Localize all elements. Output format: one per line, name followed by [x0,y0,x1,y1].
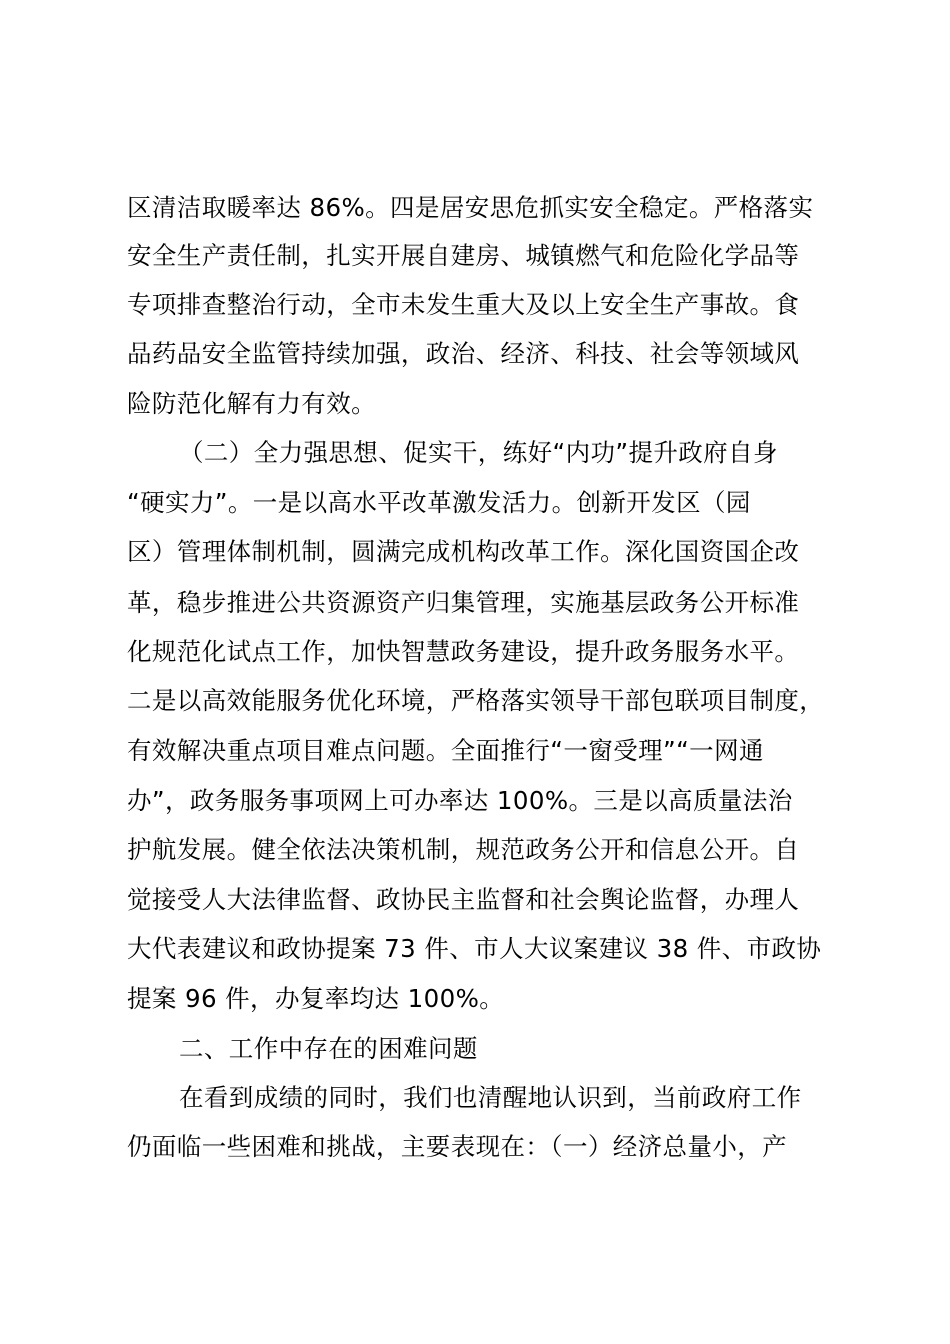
text-line-14: 护航发展。健全依法决策机制，规范政务公开和信息公开。自 [127,835,800,864]
text-line-10: 化规范化试点工作，加快智慧政务建设，提升政务服务水平。 [127,637,800,666]
text-line-20: 仍面临一些困难和挑战，主要表现在：（一）经济总量小，产 [127,1132,788,1161]
text-line-7: “硬实力”。一是以高水平改革激发活力。创新开发区（园 [127,488,751,517]
text-line-16: 大代表建议和政协提案 73 件、市人大议案建议 38 件、市政协 [127,934,822,963]
section-heading-problems: 二、工作中存在的困难问题 [179,1034,478,1063]
text-line-8: 区）管理体制机制，圆满完成机构改革工作。深化国资国企改 [127,537,800,566]
text-line-2: 安全生产责任制，扎实开展自建房、城镇燃气和危险化学品等 [127,241,800,270]
section-heading-2: （二）全力强思想、促实干，练好“内功”提升政府自身 [179,438,778,467]
text-line-19: 在看到成绩的同时，我们也清醒地认识到，当前政府工作 [179,1083,802,1112]
text-line-1: 区清洁取暖率达 86%。四是居安思危抓实安全稳定。严格落实 [127,193,814,222]
text-line-9: 革，稳步推进公共资源资产归集管理，实施基层政务公开标准 [127,588,800,617]
text-line-13: 办”，政务服务事项网上可办率达 100%。三是以高质量法治 [127,786,793,815]
text-line-11: 二是以高效能服务优化环境，严格落实领导干部包联项目制度， [127,686,825,715]
text-line-15: 觉接受人大法律监督、政协民主监督和社会舆论监督，办理人 [127,885,800,914]
text-line-3: 专项排查整治行动，全市未发生重大及以上安全生产事故。食 [127,290,800,319]
text-line-4: 品药品安全监管持续加强，政治、经济、科技、社会等领域风 [127,339,800,368]
text-line-17: 提案 96 件，办复率均达 100%。 [127,984,505,1013]
text-line-5: 险防范化解有力有效。 [127,389,376,418]
text-line-12: 有效解决重点项目难点问题。全面推行“一窗受理”“一网通 [127,736,764,765]
